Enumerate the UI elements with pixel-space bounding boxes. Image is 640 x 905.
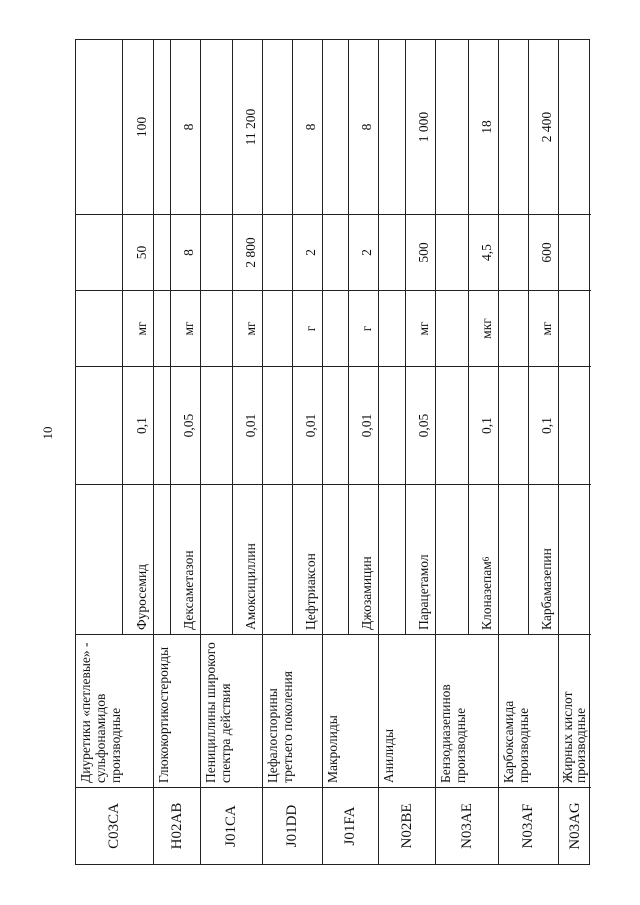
dose-cell: 600 <box>499 215 558 291</box>
total-cell: 11 200 <box>201 40 262 215</box>
dose-cell: 2 <box>263 215 322 291</box>
drug-name: Джозамицин <box>359 556 374 630</box>
total-cell: 8 <box>154 40 200 215</box>
drug-table <box>75 39 590 865</box>
pharmacologic-group-cell: Бензодиазепинов производные <box>436 635 498 788</box>
total-cell: 8 <box>323 40 378 215</box>
pharmacologic-group-cell: Диуретики «петлевые» - сульфонамидов производные <box>76 635 153 788</box>
drug-name-cell <box>323 485 378 635</box>
row-divider <box>170 40 171 635</box>
row-divider <box>405 40 406 635</box>
total-cell: 8 <box>263 40 322 215</box>
ddd-cell: 0,05 <box>379 367 435 485</box>
drug-name-cell <box>436 485 498 635</box>
row-divider <box>122 40 123 635</box>
pharmacologic-group-cell: Карбоксамида производные <box>499 635 558 788</box>
table-row <box>435 40 498 864</box>
table-row <box>153 40 200 864</box>
atc-code-cell: N03AE <box>458 803 475 849</box>
pharmacologic-group-cell: Макролиды <box>323 635 378 788</box>
total-cell: 1 000 <box>379 40 435 215</box>
drug-name-cell <box>154 485 200 635</box>
drug-name-cell <box>379 485 435 635</box>
drug-name: Карбамазепин <box>539 548 554 630</box>
unit-cell: мкг <box>436 291 498 367</box>
ddd-cell: 0,1 <box>76 367 153 485</box>
ddd-cell: 0,1 <box>436 367 498 485</box>
unit-cell: мг <box>201 291 262 367</box>
unit-cell: г <box>323 291 378 367</box>
pharmacologic-group-cell: Глюкокортикостероиды <box>154 635 200 788</box>
drug-name: Дексаметазон <box>181 550 196 630</box>
row-divider <box>528 40 529 635</box>
drug-name-cell <box>559 485 591 635</box>
drug-name: Фуросемид <box>134 563 149 630</box>
ddd-cell: 0,05 <box>154 367 200 485</box>
total-cell: 100 <box>76 40 153 215</box>
dose-cell: 2 800 <box>201 215 262 291</box>
atc-code-cell: N02BE <box>398 803 415 849</box>
total-cell <box>559 40 591 215</box>
atc-code-cell: H02AB <box>168 802 185 850</box>
drug-name: Цефтриаксон <box>303 553 318 630</box>
drug-name-cell <box>76 485 153 635</box>
ddd-cell: 0,01 <box>263 367 322 485</box>
unit-cell <box>559 291 591 367</box>
row-divider <box>232 40 233 635</box>
table-row <box>322 40 378 864</box>
table-row <box>498 40 558 864</box>
dose-cell: 2 <box>323 215 378 291</box>
drug-name: Амоксициллин <box>243 543 258 630</box>
pharmacologic-group-cell: Жирных кислот производные <box>559 635 591 788</box>
unit-cell: мг <box>379 291 435 367</box>
row-divider <box>348 40 349 635</box>
pharmacologic-group-cell: Цефалоспорины третьего поколения <box>263 635 322 788</box>
ddd-cell: 0,1 <box>499 367 558 485</box>
row-divider <box>292 40 293 635</box>
atc-code-cell: C03CA <box>106 803 122 849</box>
atc-code-cell: J01DD <box>284 804 300 848</box>
total-cell: 2 400 <box>499 40 558 215</box>
row-divider <box>468 40 469 635</box>
atc-code-cell: J01CA <box>223 805 239 847</box>
unit-cell: мг <box>499 291 558 367</box>
total-cell: 18 <box>436 40 498 215</box>
dose-cell <box>559 215 591 291</box>
unit-cell: мг <box>76 291 153 367</box>
table-row <box>558 40 591 864</box>
pharmacologic-group-cell: Пенициллины широкого спектра действия <box>201 635 262 788</box>
document-sheet <box>75 39 590 865</box>
dose-cell: 50 <box>76 215 153 291</box>
table-row <box>76 40 153 864</box>
unit-cell: г <box>263 291 322 367</box>
drug-name: Парацетамол <box>416 554 431 630</box>
unit-cell: мг <box>154 291 200 367</box>
page-number: 10 <box>40 426 55 440</box>
footnote-marker: 6 <box>481 556 491 562</box>
drug-name: Клоназепам <box>479 561 494 630</box>
ddd-cell: 0,01 <box>201 367 262 485</box>
ddd-cell <box>559 367 591 485</box>
table-row <box>378 40 435 864</box>
dose-cell: 8 <box>154 215 200 291</box>
atc-code-cell: N03AG <box>566 802 583 850</box>
ddd-cell: 0,01 <box>323 367 378 485</box>
dose-cell: 4,5 <box>436 215 498 291</box>
atc-code-cell: J01FA <box>342 806 358 846</box>
pharmacologic-group-cell: Анилиды <box>379 635 435 788</box>
table-row <box>200 40 262 864</box>
atc-code-cell: N03AF <box>520 803 536 849</box>
table-row <box>262 40 322 864</box>
dose-cell: 500 <box>379 215 435 291</box>
